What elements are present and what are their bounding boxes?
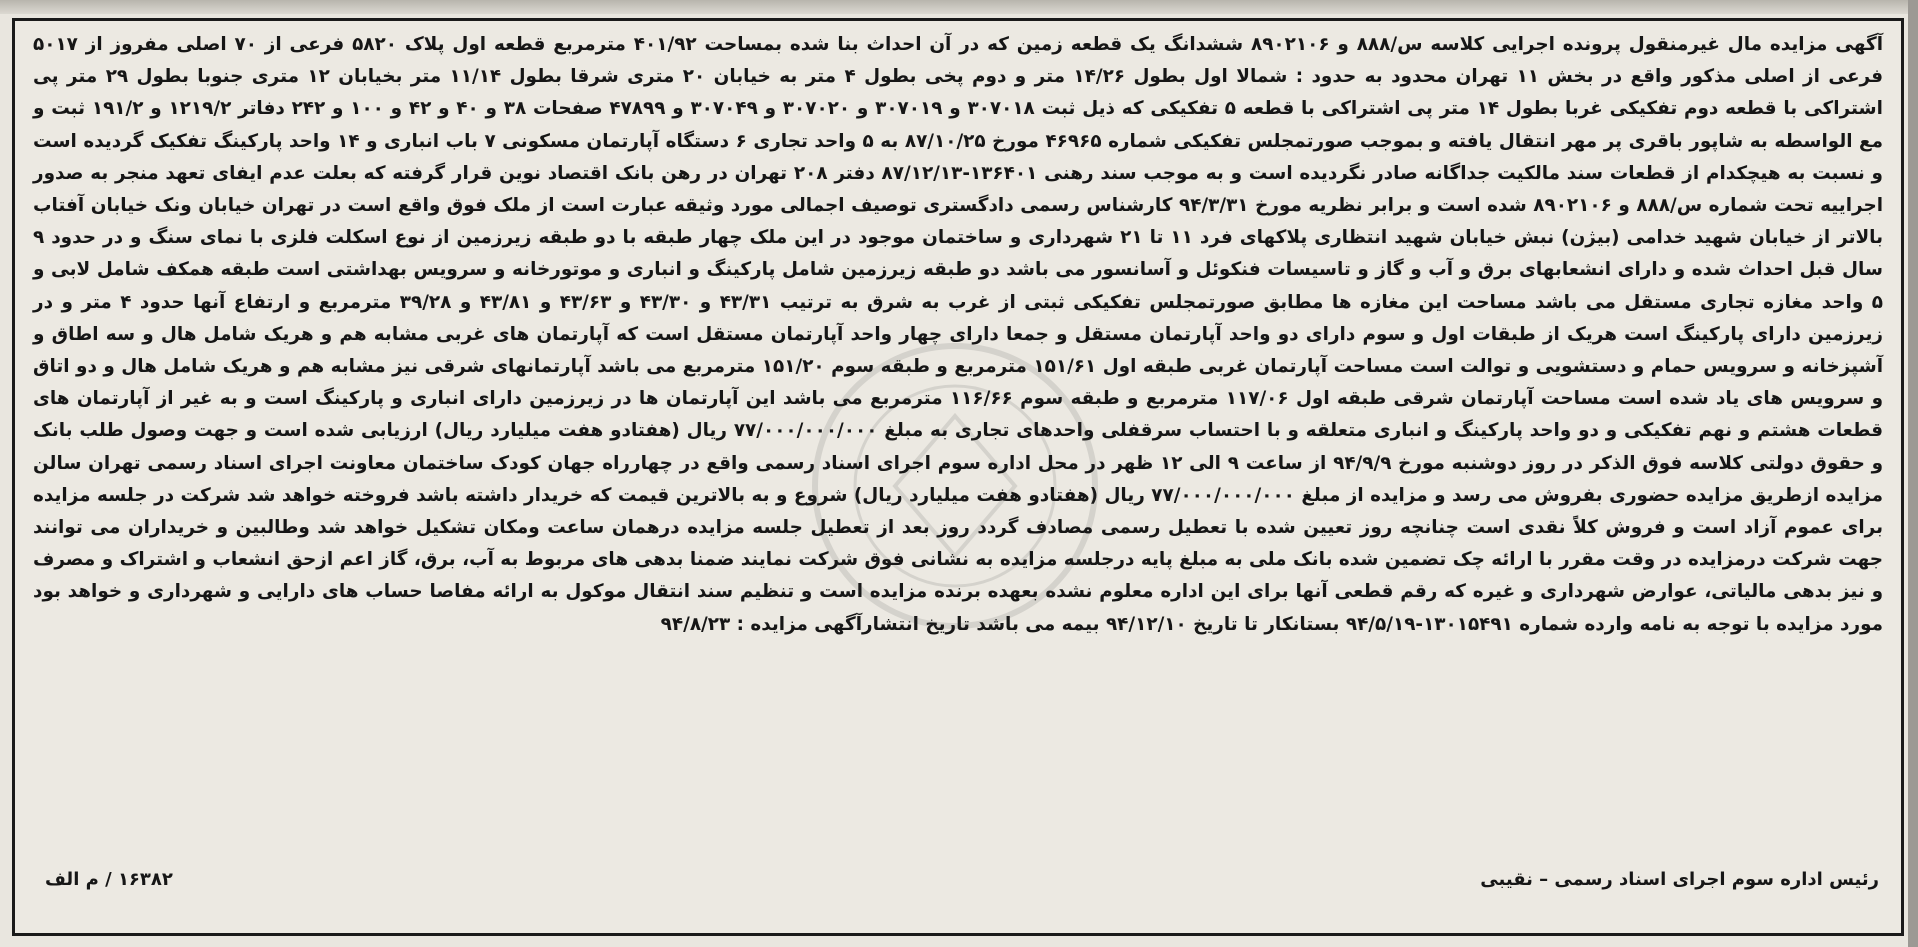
cropped-top-strip [0, 0, 1918, 14]
auction-notice-box [12, 18, 1904, 936]
page-right-edge [1908, 0, 1918, 947]
signature-line: رئیس اداره سوم اجرای اسناد رسمی – نقیبی [1480, 869, 1879, 890]
watermark-seal-icon [775, 321, 1135, 651]
reference-number: ۱۶۳۸۲ / م الف [45, 869, 173, 890]
auction-notice-text: آگهی مزایده مال غیرمنقول پرونده اجرایی کلاسه س/۸۸۸ و ۸۹۰۲۱۰۶ ششدانگ یک قطعه زمین که در آن احداث بنا شده بمساحت ۴۰۱/۹۲ مترمربع قطعه اول پلاک ۵۸۲۰ فرعی از ۷۰ اصلی مفروز از ۵۰۱۷ فرعی از اصلی مذکور واقع در بخش ۱۱ تهران محدود به حدود : شمالا اول بطول ۱۴/۲۶ متر و دوم پخی بطول ۴ متر به خیابان ۲۰ متری شرقا بطول ۱۱/۱۴ متر بخیابان ۱۲ متری جنوبا بطول ۲۹ متر پی اشتراکی با قطعه دوم تفکیکی غربا بطول ۱۴ متر پی اشتراکی با قطعه ۵ تفکیکی که ذیل ثبت ۳۰۷۰۱۸ و ۳۰۷۰۱۹ و ۳۰۷۰۲۰ و ۳۰۷۰۴۹ و ۴۷۸۹۹ صفحات ۳۸ و ۴۰ و ۴۲ و ۱۰۰ و ۲۴۲ دفاتر ۱۲۱۹/۲ و ۱۹۱/۲ ثبت و مع الواسطه به شاپور باقری پر مهر انتقال یافته و بموجب صورتمجلس تفکیکی شماره ۴۶۹۶۵ مورخ ۸۷/۱۰/۲۵ به ۵ واحد تجاری ۶ دستگاه آپارتمان مسکونی ۷ باب انباری و ۱۴ واحد پارکینگ تفکیک گردیده است و نسبت به هیچکدام از قطعات سند مالکیت جداگانه صادر نگردیده است و به موجب سند رهنی ۱۳۶۴۰۱-۸۷/۱۲/۱۳ دفتر ۲۰۸ تهران در رهن بانک اقتصاد نوین قرار گرفته که بعلت عدم ایفای تعهد منجر به صدور اجراییه تحت شماره س/۸۸۸ و ۸۹۰۲۱۰۶ شده است و برابر نظریه مورخ ۹۴/۳/۳۱ کارشناس رسمی دادگستری توصیف اجمالی مورد وثیقه عبارت است از ملک فوق واقع است در تهران خیابان ونک خیابان آفتاب بالاتر از خیابان شهید خدامی (بیژن) نبش خیابان شهید انتظاری پلاکهای فرد ۱۱ تا ۲۱ شهرداری و ساختمان موجود در این ملک چهار طبقه با دو طبقه زیرزمین از نوع اسکلت فلزی با نمای سنگ و در حدود ۹ سال قبل احداث شده و دارای انشعابهای برق و آب و گاز و تاسیسات فنکوئل و آسانسور می باشد دو طبقه زیرزمین شامل پارکینگ و انباری و موتورخانه و سرویس بهداشتی است طبقه همکف شامل لابی و ۵ واحد مغازه تجاری مستقل می باشد مساحت این مغازه ها مطابق صورتمجلس تفکیکی ثبتی از غرب به شرق به ترتیب ۴۳/۳۱ و ۴۳/۳۰ و ۴۳/۶۳ و ۴۳/۸۱ و ۳۹/۲۸ مترمربع و ارتفاع آنها حدود ۴ متر و در زیرزمین دارای پارکینگ است هریک از طبقات اول و سوم دارای دو واحد آپارتمان مستقل و جمعا دارای چهار واحد آپارتمان مستقل است که آپارتمان های غربی مشابه هم و هریک شامل هال و سه اطاق و آشپزخانه و سرویس حمام و دستشویی و توالت است مساحت آپارتمان غربی طبقه اول ۱۵۱/۶۱ مترمربع و طبقه سوم ۱۵۱/۲۰ مترمربع می باشد آپارتمانهای شرقی نیز مشابه هم و هریک شامل هال و دو اتاق و سرویس های یاد شده است مساحت آپارتمان شرقی طبقه اول ۱۱۷/۰۶ مترمربع و طبقه سوم ۱۱۶/۶۶ مترمربع می باشد این آپارتمان ها در زیرزمین دارای انباری و پارکینگ است و به غیر از آپارتمان های قطعات هشتم و نهم تفکیکی و دو واحد پارکینگ و انباری متعلقه و با احتساب سرقفلی واحدهای تجاری به مبلغ ۷۷/۰۰۰/۰۰۰/۰۰۰ ریال (هفتادو هفت میلیارد ریال) ارزیابی شده است و جهت وصول طلب بانک و حقوق دولتی کلاسه فوق الذکر در روز دوشنبه مورخ ۹۴/۹/۹ از ساعت ۹ الی ۱۲ ظهر در محل اداره سوم اجرای اسناد رسمی واقع در چهارراه جهان کودک ساختمان معاونت اجرای اسناد رسمی تهران سالن مزایده ازطریق مزایده حضوری بفروش می رسد و مزایده از مبلغ ۷۷/۰۰۰/۰۰۰/۰۰۰ ریال (هفتادو هفت میلیارد ریال) شروع و به بالاترین قیمت که خریدار داشته باشد فروخته خواهد شد شرکت در جلسه مزایده برای عموم آزاد است و فروش کلاً نقدی است چنانچه روز تعیین شده با تعطیل رسمی مصادف گردد روز بعد از تعطیل جلسه مزایده درهمان ساعت ومکان تشکیل خواهد شد وطالبین و خریداران می توانند جهت شرکت درمزایده در وقت مقرر با ارائه چک تضمین شده بانک ملی به مبلغ پایه درجلسه مزایده به نشانی فوق شرکت نمایند ضمنا بدهی های مربوط به آب، برق، گاز اعم ازحق انشعاب و اشتراک و مصرف و نیز بدهی مالیاتی، عوارض شهرداری و غیره که رقم قطعی آنها برای این اداره معلوم نشده بعهده برنده مزایده است و تنظیم سند انتقال موکول به ارائه مفاصا حساب های دارایی و شهرداری و خواهد بود مورد مزایده با توجه به نامه وارده شماره ۱۳۰۱۵۴۹۱-۹۴/۵/۱۹ بستانکار تا تاریخ ۹۴/۱۲/۱۰ بیمه می باشد تاریخ انتشارآگهی مزایده : ۹۴/۸/۲۳ [33, 34, 1884, 635]
